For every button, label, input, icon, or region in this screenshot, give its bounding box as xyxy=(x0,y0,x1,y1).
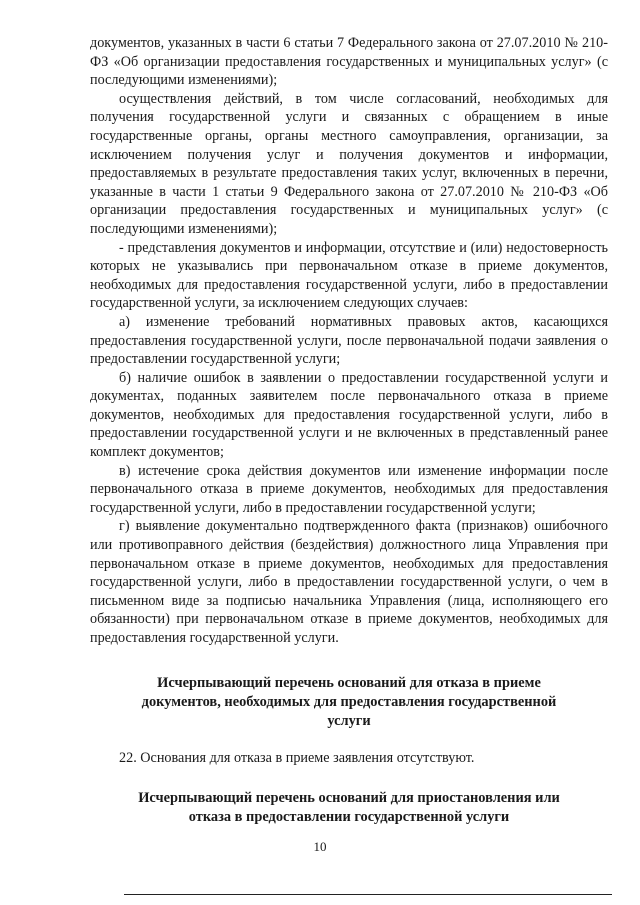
page-number: 10 xyxy=(313,839,327,854)
paragraph-actions: осуществления действий, в том числе согласований, необходимых для получения государственной услуги и связанных с обращением в иные государственные органы, органы местного самоуправления, организации, за исключением получения услуг и получения документов и информации, предоставляемых в результате предоставления таких услуг, включенных в перечни, указанные в части 1 статьи 9 Федерального закона от 27.07.2010 № 210-ФЗ «Об организации предоставления государственных и муниципальных услуг» (с последующими изменениями); xyxy=(90,90,608,237)
bottom-divider xyxy=(124,894,612,895)
document-body xyxy=(90,34,608,827)
section-heading-refusal-reception: Исчерпывающий перечень оснований для отказа в приеме документов, необходимых для предоставления государственной услуги xyxy=(141,674,557,729)
paragraph-case-a: а) изменение требований нормативных правовых актов, касающихся предоставления государственной услуги, после первоначальной подачи заявления о предоставлении государственной услуги; xyxy=(90,313,608,368)
paragraph-case-b: б) наличие ошибок в заявлении о предоставлении государственной услуги и документах, поданных заявителем после первоначального отказа в приеме документов, необходимых для предоставления государственной услуги, либо в предоставлении государственной услуги и не включенных в представленный ранее комплект документов; xyxy=(90,369,608,461)
paragraph-rule-22: 22. Основания для отказа в приеме заявления отсутствуют. xyxy=(119,749,475,766)
paragraph-documents-info: - представления документов и информации, отсутствие и (или) недостоверность которых не указывались при первоначальном отказе в приеме документов, необходимых для предоставления государственной услуги, либо в предоставлении государственной услуги, за исключением следующих случаев: xyxy=(90,239,608,312)
paragraph-case-v: в) истечение срока действия документов или изменение информации после первоначального отказа в приеме документов, необходимых для предоставления государственной услуги, либо в предоставлении государственной услуги; xyxy=(90,462,608,516)
paragraph-case-g: г) выявление документально подтвержденного факта (признаков) ошибочного или противоправного действия (бездействия) должностного лица Управления при первоначальном отказе в приеме документов, необходимых для предоставления государственной услуги, либо в предоставлении государственной услуги, о чем в письменном виде за подписью начальника Управления (лица, исполняющего его обязанности) при первоначальном отказе в приеме документов, необходимых для предоставления государственной услуги. xyxy=(90,518,608,646)
paragraph-continuation: документов, указанных в части 6 статьи 7 Федерального закона от 27.07.2010 № 210-ФЗ «Об организации предоставления государственных и муниципальных услуг» (с последующими изменениями); xyxy=(90,35,608,89)
section-heading-suspension-refusal: Исчерпывающий перечень оснований для приостановления или отказа в предоставлении государственной услуги xyxy=(138,790,560,826)
